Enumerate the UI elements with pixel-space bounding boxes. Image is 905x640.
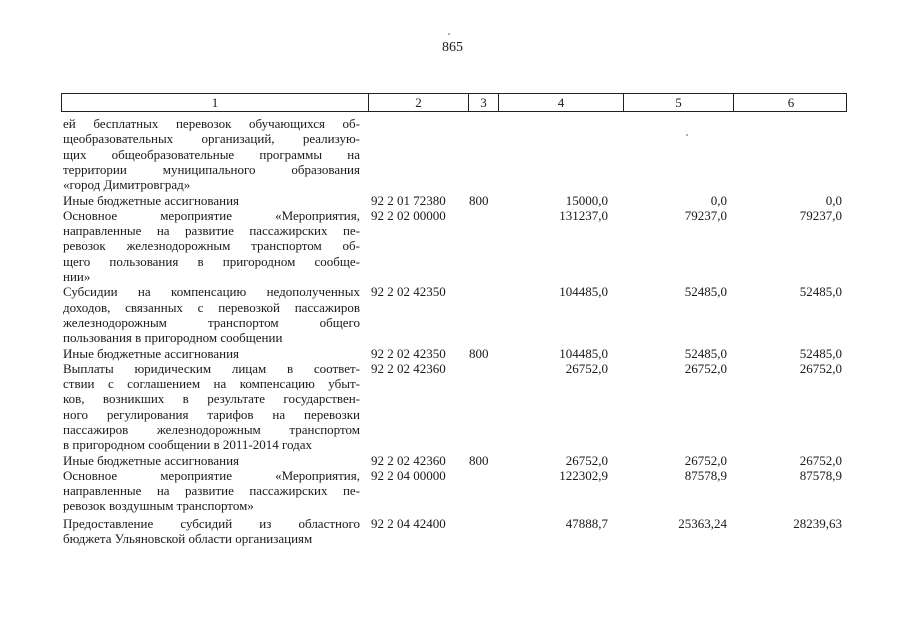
scan-speck: [448, 33, 450, 35]
row-code: 92 2 02 00000: [371, 207, 446, 223]
row-value-col5: 0,0: [710, 192, 727, 208]
row-description: [63, 193, 360, 208]
header-col-3: 3: [469, 94, 499, 111]
row-value-col6: 26752,0: [799, 360, 842, 376]
table-row: [0, 468, 905, 514]
row-code: 92 2 01 72380: [371, 192, 446, 208]
description-line: ного регулирования тарифов на перевозки: [63, 406, 360, 422]
description-line: Выплаты юридическим лицам в соответ-: [63, 360, 360, 376]
description-line: Основное мероприятие «Мероприятия,: [63, 467, 360, 483]
row-value-col5: 26752,0: [684, 360, 727, 376]
row-expense-type: 800: [469, 345, 489, 361]
row-description: [63, 116, 360, 192]
table-row: [0, 208, 905, 285]
row-value-col6: 0,0: [825, 192, 842, 208]
description-line: Иные бюджетные ассигнования: [63, 452, 240, 468]
row-value-col6: 79237,0: [799, 207, 842, 223]
description-line: направленные на развитие пассажирских пе-: [63, 483, 360, 499]
description-line: нии»: [63, 268, 91, 284]
row-value-col6: 26752,0: [799, 452, 842, 468]
header-col-1: 1: [62, 94, 369, 111]
row-value-col5: 52485,0: [684, 345, 727, 361]
description-line: ревозок железнодорожным транспортом об-: [63, 238, 360, 254]
row-code: 92 2 02 42350: [371, 284, 446, 300]
row-value-col4: 26752,0: [565, 360, 608, 376]
row-description: [63, 284, 360, 345]
header-col-6: 6: [787, 95, 795, 110]
table-row: [0, 361, 905, 453]
table-row: [0, 284, 905, 345]
page-number: 865: [442, 40, 463, 55]
description-line: «город Димитровград»: [63, 177, 191, 193]
description-line: Основное мероприятие «Мероприятия,: [63, 207, 360, 223]
row-description: [63, 361, 360, 453]
table-header: [61, 93, 847, 112]
row-code: 92 2 02 42360: [371, 452, 446, 468]
row-description: [63, 208, 360, 284]
description-line: доходов, связанных с перевозкой пассажиров: [63, 299, 360, 315]
row-code: 92 2 02 42350: [371, 345, 446, 361]
row-code: 92 2 04 42400: [371, 515, 446, 531]
description-line: ревозок воздушным транспортом»: [63, 498, 254, 514]
row-code: 92 2 02 42360: [371, 360, 446, 376]
description-line: территории муниципального образования: [63, 161, 360, 177]
description-line: щеобразовательных организаций, реализую-: [63, 131, 360, 147]
description-line: щих общеобразовательные программы на: [63, 146, 360, 162]
row-value-col4: 104485,0: [559, 345, 608, 361]
table-row: [0, 453, 905, 468]
description-line: пользования в пригородном сообщении: [63, 330, 283, 346]
row-expense-type: 800: [469, 192, 489, 208]
description-line: бюджета Ульяновской области организациям: [63, 531, 313, 547]
description-line: ей бесплатных перевозок обучающихся об-: [63, 116, 360, 131]
row-description: [63, 346, 360, 361]
row-value-col6: 28239,63: [793, 515, 842, 531]
table-row: [0, 193, 905, 208]
table-row: [0, 116, 905, 193]
table-row: [0, 516, 905, 547]
description-line: Предоставление субсидий из областного: [63, 515, 360, 531]
row-value-col5: 25363,24: [678, 515, 727, 531]
row-value-col6: 52485,0: [799, 345, 842, 361]
row-description: [63, 516, 360, 547]
row-value-col4: 26752,0: [565, 452, 608, 468]
table-row: [0, 346, 905, 361]
row-value-col6: 87578,9: [799, 467, 842, 483]
header-col-2: 2: [369, 94, 469, 111]
description-line: железнодорожным транспортом общего: [63, 314, 360, 330]
row-value-col5: 26752,0: [684, 452, 727, 468]
description-line: пассажиров железнодорожным транспортом: [63, 421, 360, 437]
header-col-5: 5: [624, 94, 734, 111]
description-line: щего пользования в пригородном сообще-: [63, 253, 360, 269]
description-line: Иные бюджетные ассигнования: [63, 345, 240, 361]
description-line: направленные на развитие пассажирских пе-: [63, 223, 360, 239]
description-line: Субсидии на компенсацию недополученных: [63, 284, 360, 300]
row-value-col5: 52485,0: [684, 284, 727, 300]
description-line: ков, возникших в результате государствен-: [63, 391, 360, 407]
row-value-col6: 52485,0: [799, 284, 842, 300]
row-value-col4: 15000,0: [565, 192, 608, 208]
row-description: [63, 453, 360, 468]
description-line: Иные бюджетные ассигнования: [63, 192, 240, 208]
row-value-col5: 79237,0: [684, 207, 727, 223]
row-value-col5: 87578,9: [684, 467, 727, 483]
row-value-col4: 122302,9: [559, 467, 608, 483]
row-value-col4: 131237,0: [559, 207, 608, 223]
row-value-col4: 104485,0: [559, 284, 608, 300]
description-line: в пригородном сообщении в 2011-2014 годах: [63, 437, 313, 453]
scan-speck: [686, 134, 688, 136]
row-description: [63, 468, 360, 514]
header-col-4: 4: [499, 94, 624, 111]
description-line: ствии с соглашением на компенсацию убыт-: [63, 376, 360, 392]
row-expense-type: 800: [469, 452, 489, 468]
row-code: 92 2 04 00000: [371, 467, 446, 483]
row-value-col4: 47888,7: [565, 515, 608, 531]
